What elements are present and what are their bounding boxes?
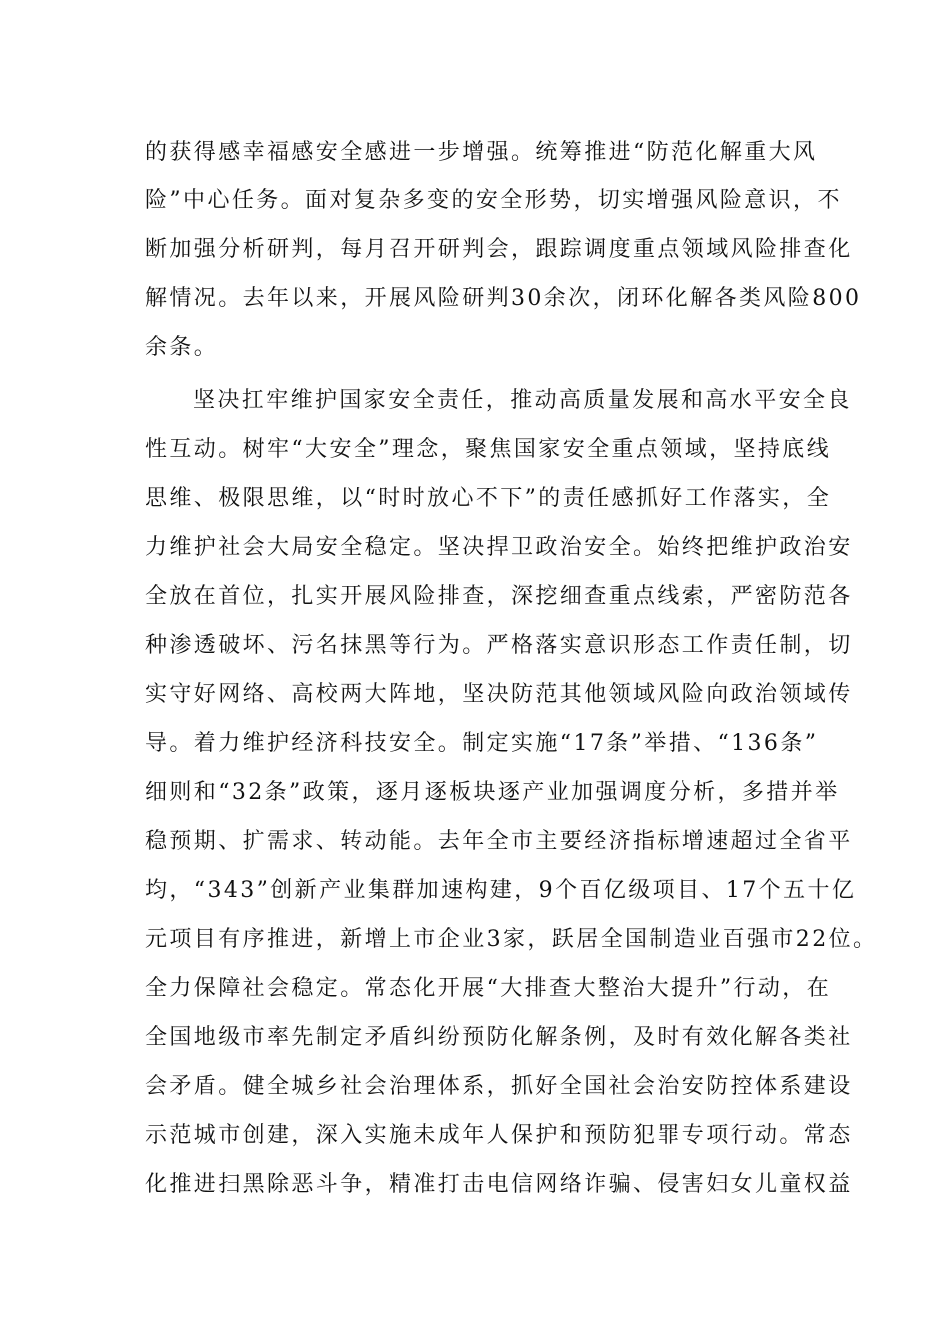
text-line: 会矛盾。健全城乡社会治理体系，抓好全国社会治安防控体系建设	[145, 1074, 853, 1099]
text-line: 余条。	[145, 335, 219, 360]
text-line: 断加强分析研判，每月召开研判会，跟踪调度重点领域风险排查化	[145, 237, 853, 262]
text-line: 全国地级市率先制定矛盾纠纷预防化解条例，及时有效化解各类社	[145, 1025, 853, 1050]
text-line: 细则和“32条”政策，逐月逐板块逐产业加强调度分析，多措并举	[145, 780, 840, 805]
text-line: 力维护社会大局安全稳定。坚决捍卫政治安全。始终把维护政治安	[145, 535, 853, 560]
text-line: 解情况。去年以来，开展风险研判30余次，闭环化解各类风险800	[145, 286, 862, 311]
text-line: 种渗透破坏、污名抹黑等行为。严格落实意识形态工作责任制，切	[145, 633, 853, 658]
text-line: 全放在首位，扎实开展风险排查，深挖细查重点线索，严密防范各	[145, 584, 853, 609]
text-line: 性互动。树牢“大安全”理念，聚焦国家安全重点领域，坚持底线	[145, 437, 832, 462]
text-line: 实守好网络、高校两大阵地，坚决防范其他领域风险向政治领域传	[145, 682, 853, 707]
text-line: 化推进扫黑除恶斗争，精准打击电信网络诈骗、侵害妇女儿童权益	[145, 1172, 853, 1197]
text-line: 均，“343”创新产业集群加速构建，9个百亿级项目、17个五十亿	[145, 878, 857, 903]
text-line: 稳预期、扩需求、转动能。去年全市主要经济指标增速超过全省平	[145, 829, 853, 854]
text-line: 思维、极限思维，以“时时放心不下”的责任感抓好工作落实，全	[145, 486, 832, 511]
text-line: 示范城市创建，深入实施未成年人保护和预防犯罪专项行动。常态	[145, 1123, 853, 1148]
text-line: 导。着力维护经济科技安全。制定实施“17条”举措、“136条”	[145, 731, 819, 756]
paragraph-first-line: 坚决扛牢维护国家安全责任，推动高质量发展和高水平安全良	[193, 388, 852, 413]
text-line: 险”中心任务。面对复杂多变的安全形势，切实增强风险意识，不	[145, 188, 842, 213]
text-line: 的获得感幸福感安全感进一步增强。统筹推进“防范化解重大风	[145, 140, 818, 165]
text-line: 全力保障社会稳定。常态化开展“大排查大整治大提升”行动，在	[145, 976, 832, 1001]
text-line: 元项目有序推进，新增上市企业3家，跃居全国制造业百强市22位。	[145, 927, 878, 952]
